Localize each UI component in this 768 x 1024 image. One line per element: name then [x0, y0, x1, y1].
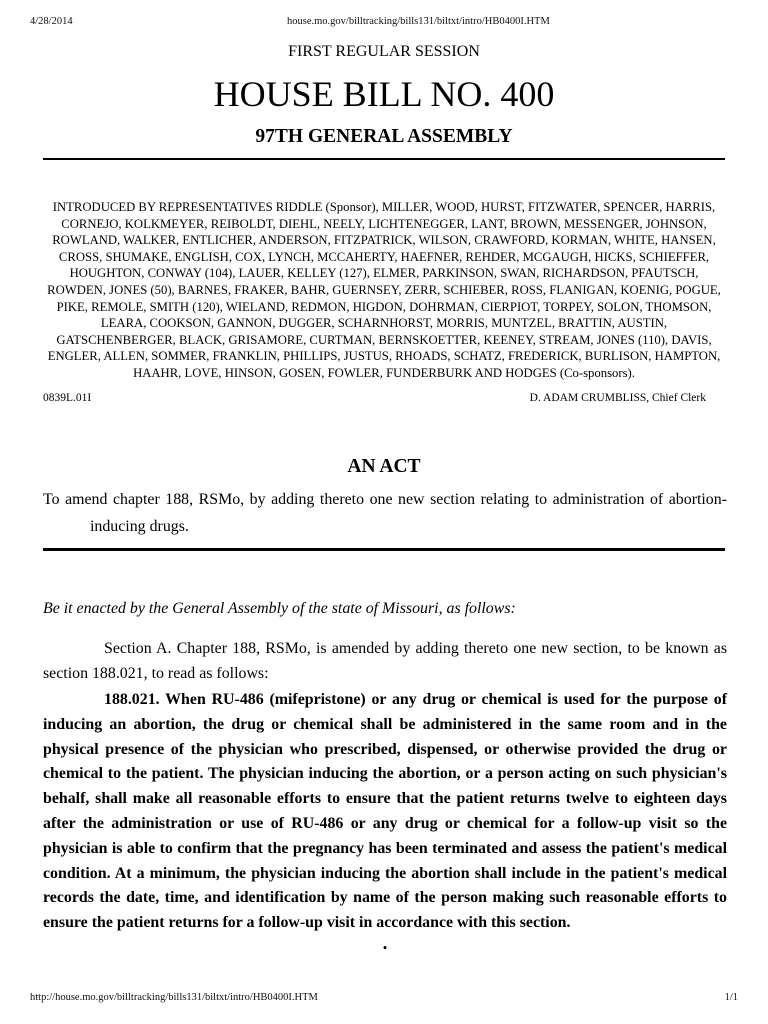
enacting-clause: Be it enacted by the General Assembly of the state of Missouri, as follows:: [43, 600, 516, 617]
act-divider: [43, 548, 725, 551]
act-summary: To amend chapter 188, RSMo, by adding thereto one new section relating to administration of abortion-inducing drugs.: [43, 491, 727, 535]
sponsors-block: [42, 199, 726, 405]
heading-divider: [43, 158, 725, 160]
act-heading: AN ACT: [347, 456, 421, 477]
section-paragraph: [43, 688, 727, 936]
print-footer-page-number: 1/1: [724, 992, 738, 1003]
end-bullet: •: [382, 939, 388, 955]
section-a: Section A. Chapter 188, RSMo, is amended by adding thereto one new section, to be known as section 188.021, to read as follows:: [43, 640, 727, 682]
section-188-021: [43, 688, 727, 961]
bill-code: 0839L.01I: [43, 391, 92, 404]
section-body: When RU-486 (mifepristone) or any drug or chemical is used for the purpose of inducing an abortion, the drug or chemical shall be administered in the same room and in the physical presence of the physician who prescribed, dispensed, or otherwise provided the drug or chemical to the patient. The physician inducing the abortion, or a person acting on such physician's behalf, shall make all reasonable efforts to ensure that the patient returns twelve to eighteen days after the administration or use of RU-486 or any drug or chemical for a follow-up visit so the physician is able to confirm that the pregnancy has been terminated and assess the patient's medical condition. At a minimum, the physician inducing the abortion shall include in the patient's medical records the date, time, and identification by name of the person making such reasonable efforts to ensure the patient returns for a follow-up visit in accordance with this section.: [43, 691, 728, 932]
session-label: FIRST REGULAR SESSION: [288, 43, 480, 60]
bill-title: HOUSE BILL NO. 400: [213, 74, 555, 114]
print-footer-url: http://house.mo.gov/billtracking/bills131/biltxt/intro/HB0400I.HTM: [30, 992, 318, 1003]
print-header-date: 4/28/2014: [30, 16, 73, 27]
print-header-title: house.mo.gov/billtracking/bills131/biltxt/intro/HB0400I.HTM: [287, 16, 550, 27]
sponsors-list: INTRODUCED BY REPRESENTATIVES RIDDLE (Sponsor), MILLER, WOOD, HURST, FITZWATER, SPENCER, HARRIS, CORNEJO, KOLKMEYER, REIBOLDT, DIEHL, NEELY, LICHTENEGGER, LANT, BROWN, MESSENGER, JOHNSON, ROWLAND, WALKER, ENTLICHER, ANDERSON, FITZPATRICK, WILSON, CRAWFORD, KORMAN, WHITE, HANSEN, CROSS, SHUMAKE, ENGLISH, COX, LYNCH, MCCAHERTY, HAEFNER, REHDER, MCGAUGH, HICKS, SCHIEFFER, HOUGHTON, CONWAY (104), LAUER, KELLEY (127), ELMER, PARKINSON, SWAN, RICHARDSON, PFAUTSCH, ROWDEN, JONES (50), BARNES, FRAKER, BAHR, GUERNSEY, ZERR, SCHIEBER, ROSS, FLANIGAN, KOENIG, POGUE, PIKE, REMOLE, SMITH (120), WIELAND, REDMON, HIGDON, DOHRMAN, CIERPIOT, TORPEY, SOLON, THOMSON, LEARA, COOKSON, GANNON, DUGGER, SCHARNHORST, MORRIS, MUNTZEL, BRATTIN, AUSTIN, GATSCHENBERGER, BLACK, GRISAMORE, CURTMAN, BERNSKOETTER, KEENEY, STREAM, JONES (110), DAVIS, ENGLER, ALLEN, SOMMER, FRANKLIN, PHILLIPS, JUSTUS, RHOADS, SCHATZ, FREDERICK, BURLISON, HAMPTON, HAAHR, LOVE, HINSON, GOSEN, FOWLER, FUNDERBURK AND HODGES (Co-sponsors).: [47, 200, 721, 380]
chief-clerk: D. ADAM CRUMBLISS, Chief Clerk: [529, 391, 706, 404]
assembly-label: 97TH GENERAL ASSEMBLY: [255, 126, 513, 147]
section-number: 188.021.: [104, 691, 160, 708]
bill-meta-row: [42, 391, 726, 405]
